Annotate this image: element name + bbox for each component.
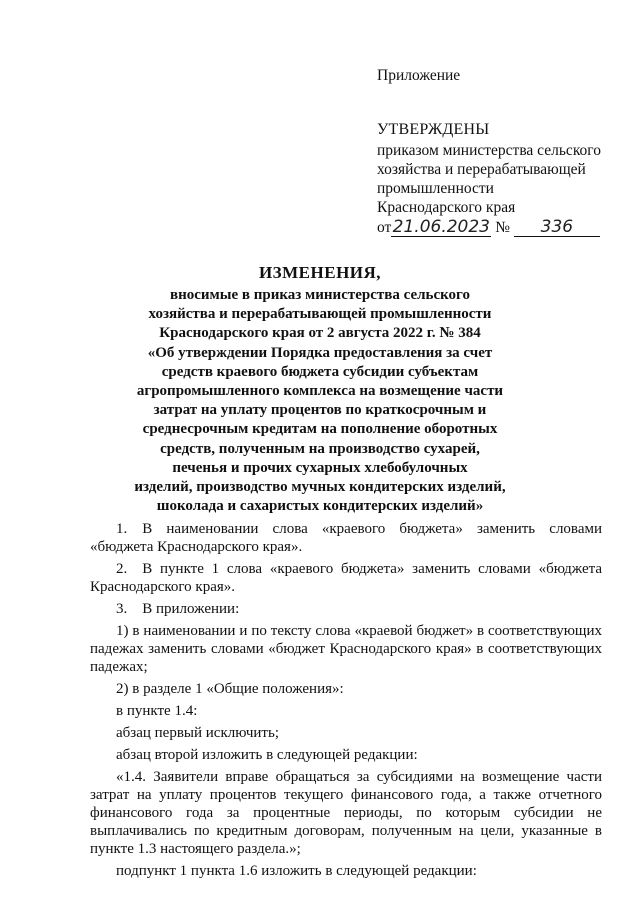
body-paragraph: 1) в наименовании и по тексту слова «краевой бюджет» в соответствующих падежах заменить словами «бюджет Краснодарского края» в соответствующих падежах; [90,623,602,675]
heading-subtitle-line: печенья и прочих сухарных хлебобулочных [172,459,468,476]
heading-subtitle-line: средств краевого бюджета субсидии субъектам [161,363,479,380]
body-paragraph: «1.4. Заявители вправе обращаться за субсидиями на возмещение части затрат на уплату процентов текущего финансового года, а также отчетного финансового года за процентные периоды, по которым субсидии не выплачивались по кредитным договорам, полученным на цели, указанные в пункте 1.3 настоящего раздела.»; [90,769,602,857]
approval-line: Краснодарского края [377,199,516,216]
heading-subtitle-line: вносимые в приказ министерства сельского [170,287,470,303]
number-prefix: № [495,219,510,236]
approval-line: хозяйства и перерабатывающей [377,161,586,178]
heading-subtitle-line: хозяйства и перерабатывающей промышленности [148,306,492,323]
handwritten-date: 21.06.2023 [392,217,490,237]
heading-subtitle-line: агропромышленного комплекса на возмещение части [136,383,504,400]
body-paragraph: 1. В наименовании слова «краевого бюджета» заменить словами «бюджета Краснодарского края». [90,521,602,555]
approval-block [377,120,617,237]
approval-line: приказом министерства сельского [377,142,602,159]
handwritten-number: 336 [514,218,600,237]
body-paragraph: абзац второй изложить в следующей редакции: [116,747,418,763]
date-prefix: от [377,219,392,236]
order-date-number-line [377,218,617,237]
body-paragraph: подпункт 1 пункта 1.6 изложить в следующей редакции: [116,863,477,879]
body-paragraph: 3. В приложении: [116,601,240,617]
heading-subtitle-line: шоколада и сахаристых кондитерских изделий» [156,498,484,515]
appendix-label: Приложение [377,67,461,84]
heading-title: ИЗМЕНЕНИЯ, [258,263,382,282]
approval-title: УТВЕРЖДЕНЫ [377,121,490,138]
approval-line: промышленности [377,180,494,197]
heading-subtitle-line: «Об утверждении Порядка предоставления за счет [147,344,493,361]
body-paragraph: в пункте 1.4: [116,703,198,719]
heading-subtitle-line: среднесрочным кредитам на пополнение оборотных [142,421,498,438]
heading-subtitle-line: Краснодарского края от 2 августа 2022 г. № 384 [159,325,481,342]
heading-subtitle-line: затрат на уплату процентов по краткосрочным и [153,402,487,419]
heading-subtitle-line: средств, полученным на производство сухарей, [160,440,480,457]
body-paragraph: 2. В пункте 1 слова «краевого бюджета» заменить словами «бюджета Краснодарского края». [90,561,602,595]
heading-subtitle-line: изделий, производство мучных кондитерских изделий, [134,479,506,496]
body-paragraph: абзац первый исключить; [116,725,280,741]
body-paragraph: 2) в разделе 1 «Общие положения»: [116,681,344,697]
document-heading [90,262,550,516]
document-body [90,520,602,880]
